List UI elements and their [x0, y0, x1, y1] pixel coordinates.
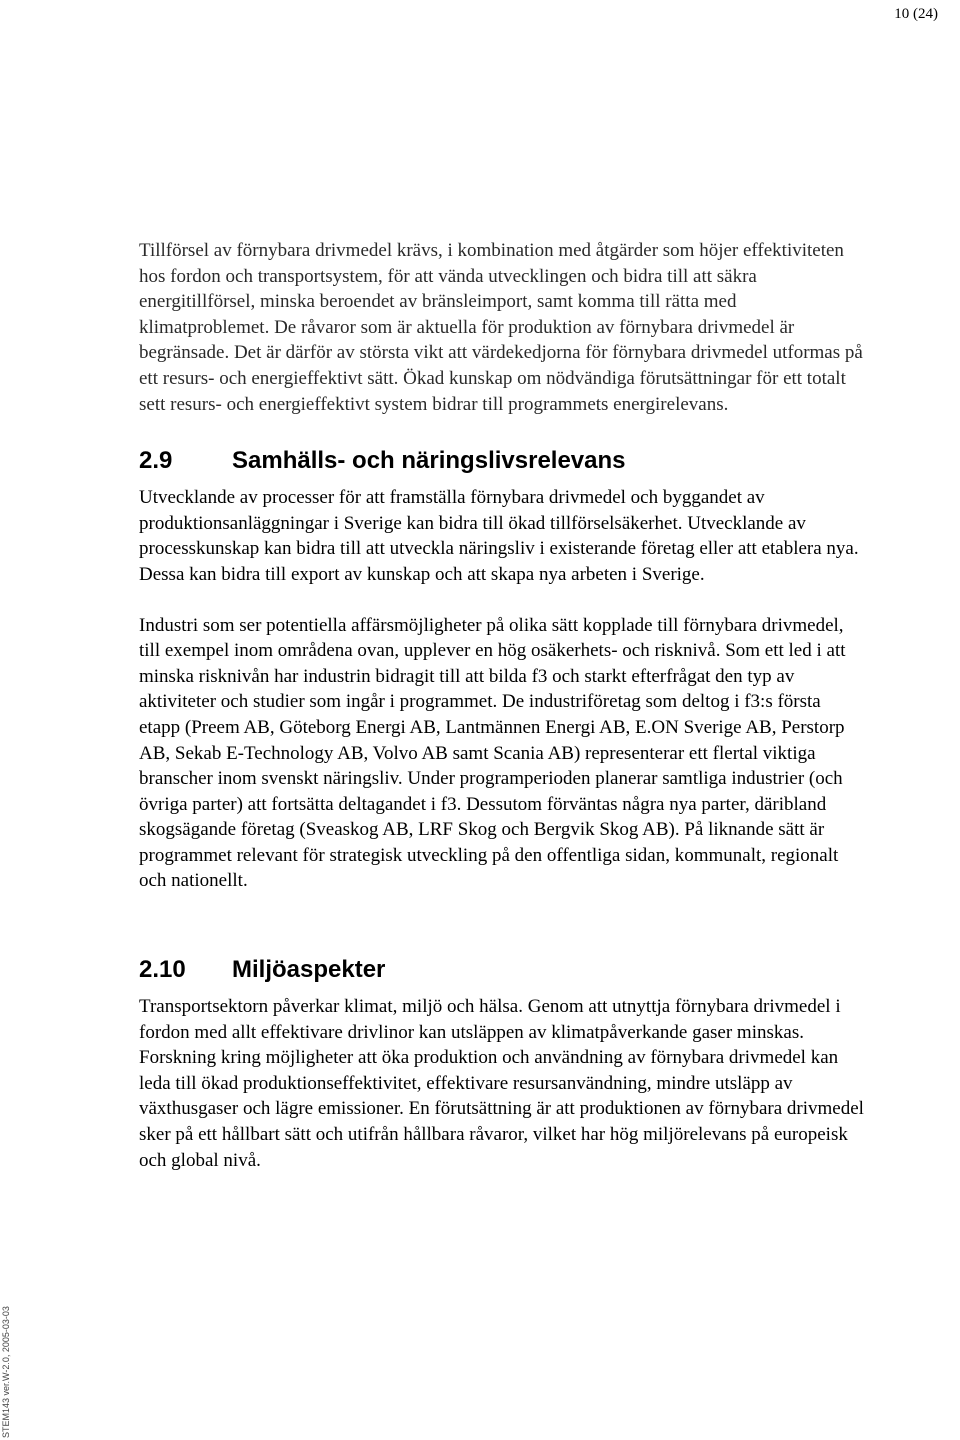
section-number: 2.9 — [139, 447, 173, 475]
section-title: Samhälls- och näringslivsrelevans — [232, 447, 626, 475]
section-title: Miljöaspekter — [232, 956, 386, 984]
section-heading-2-10 — [139, 955, 864, 985]
section-number: 2.10 — [139, 956, 186, 984]
page-number: 10 (24) — [894, 6, 938, 22]
section-2-9-paragraph-2: Industri som ser potentiella affärsmöjligheter på olika sätt kopplade till förnybara drivmedel, till exempel inom områdena ovan, upplever en hög osäkerhets- och risknivå. Som ett led i att minska risknivån har industrin bidragit till att bilda f3 och starkt efterfrågat den typ av aktiviteter och studier som ingår i programmet. De industriföretag som deltog i f3:s första etapp (Preem AB, Göteborg Energi AB, Lantmännen Energi AB, E.ON Sverige AB, Perstorp AB, Sekab E-Technology AB, Volvo AB samt Scania AB) representerar ett flertal viktiga branscher inom svenskt näringsliv. Under programperioden planerar samtliga industrier (och övriga parter) att fortsätta deltagandet i f3. Dessutom förväntas några nya parter, däribland skogsägande företag (Sveaskog AB, LRF Skog och Bergvik Skog AB). På liknande sätt är programmet relevant för strategisk utveckling på den offentliga sidan, kommunalt, regionalt och nationellt. — [139, 614, 846, 892]
section-2-9-paragraph-1: Utvecklande av processer för att framställa förnybara drivmedel och byggandet av produktionsanläggningar i Sverige kan bidra till ökad tillförselsäkerhet. Utvecklande av processkunskap kan bidra till att utveckla näringsliv i existerande företag eller att etablera nya. Dessa kan bidra till export av kunskap och att skapa nya arbeten i Sverige. — [139, 487, 859, 585]
intro-paragraph: Tillförsel av förnybara drivmedel krävs, i kombination med åtgärder som höjer effektiviteten hos fordon och transportsystem, för att vända utvecklingen och bidra till att säkra energitillförsel, minska beroendet av bränsleimport, samt komma till rätta med klimatproblemet. De råvaror som är aktuella för produktion av förnybara drivmedel är begränsade. Det är därför av största vikt att värdekedjorna för förnybara drivmedel utformas på ett resurs- och energieffektivt sätt. Ökad kunskap om nödvändiga förutsättningar för ett totalt sett resurs- och energieffektivt system bidrar till programmets energirelevans. — [139, 240, 863, 415]
section-2-10-paragraph-1: Transportsektorn påverkar klimat, miljö och hälsa. Genom att utnyttja förnybara drivmedel i fordon med allt effektivare drivlinor kan utsläppen av klimatpåverkande gaser minskas. Forskning kring möjligheter att öka produktion och användning av förnybara drivmedel kan leda till ökad produktionseffektivitet, effektivare resursanvändning, mindre utsläpp av växthusgaser och lägre emissioner. En förutsättning är att produktionen av förnybara drivmedel sker på ett hållbart sätt och utifrån hållbara råvaror, vilket har hög miljörelevans på europeisk och global nivå. — [139, 996, 864, 1171]
section-heading-2-9 — [139, 446, 864, 476]
template-version-stamp: STEM143 ver.W-2.0, 2005-03-03 — [1, 1306, 11, 1438]
document-body — [139, 238, 864, 1173]
